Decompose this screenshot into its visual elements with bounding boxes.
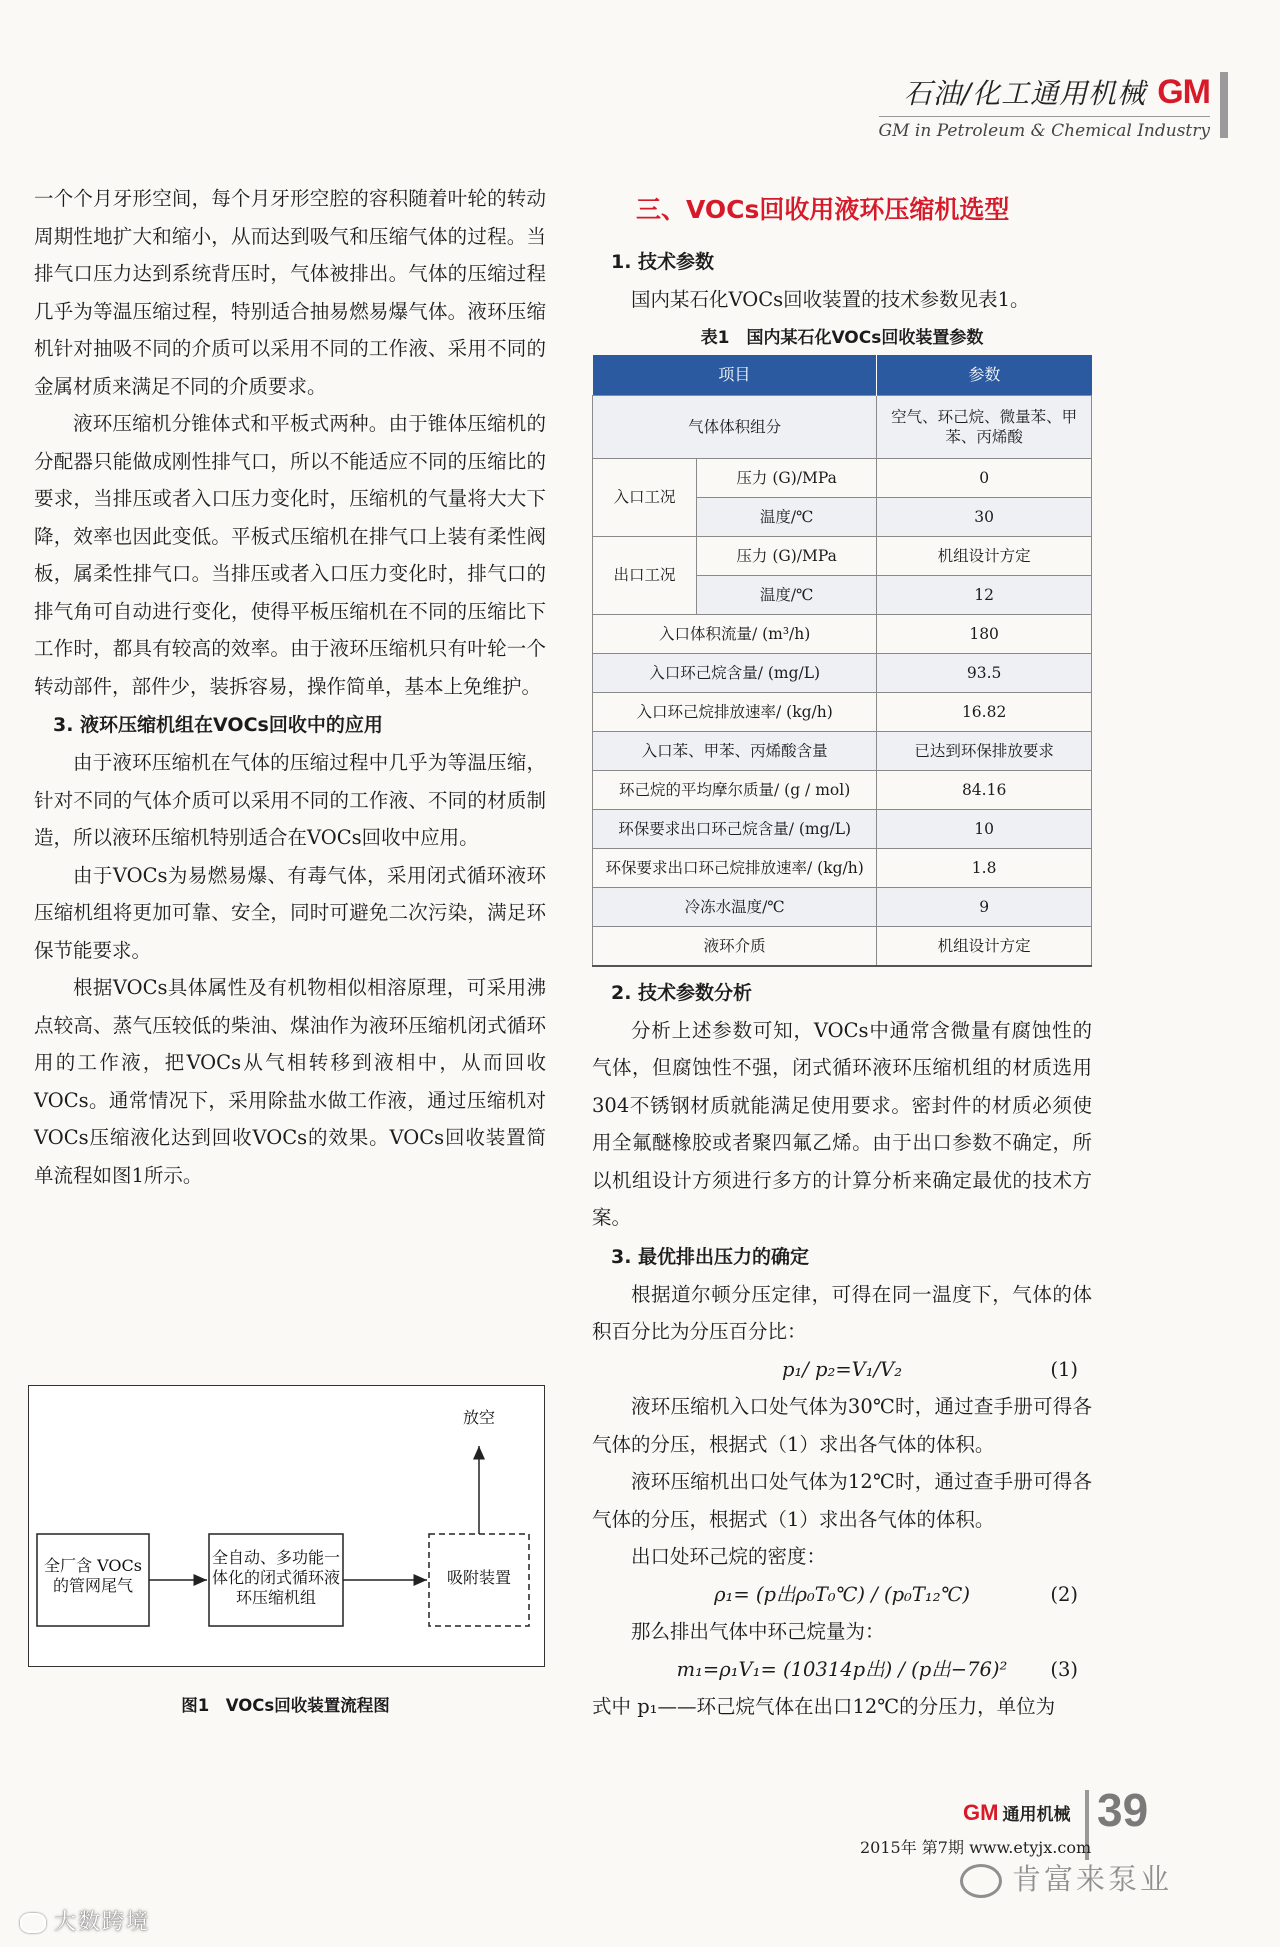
table-cell: 液环介质 — [593, 926, 877, 966]
table-caption: 表1 国内某石化VOCs回收装置参数 — [700, 327, 984, 348]
label-compressor: 全自动、多功能一体化的闭式循环液环压缩机组 — [211, 1548, 340, 1607]
table-row — [593, 809, 1092, 848]
table-cell: 12 — [877, 575, 1092, 614]
paragraph: 出口处环己烷的密度： — [631, 1545, 827, 1568]
table-cell: 温度/℃ — [697, 497, 877, 536]
table-cell: 机组设计方定 — [877, 926, 1092, 966]
journal-subtitle: GM in Petroleum & Chemical Industry — [879, 116, 1210, 141]
watermark-right — [960, 1857, 1172, 1898]
journal-header — [879, 72, 1210, 141]
table-header-row — [593, 355, 1092, 396]
table-cell: 空气、环己烷、微量苯、甲苯、丙烯酸 — [877, 395, 1092, 458]
table-row — [593, 926, 1092, 966]
table-cell: 压力 (G)/MPa — [697, 536, 877, 575]
table-cell: 9 — [877, 887, 1092, 926]
subsection-heading: 3. 液环压缩机组在VOCs回收中的应用 — [53, 714, 383, 736]
equation-1 — [592, 1351, 1092, 1389]
flow-diagram-lines — [29, 1386, 544, 1666]
table-row — [593, 692, 1092, 731]
bubble-icon — [20, 1913, 46, 1933]
right-column — [592, 190, 1092, 1726]
issue-info: 2015年 第7期 www.etyjx.com — [860, 1838, 1092, 1857]
table-cell: 84.16 — [877, 770, 1092, 809]
table-group-cell: 出口工况 — [593, 536, 697, 614]
figure-caption: 图1 VOCs回收装置流程图 — [181, 1696, 390, 1715]
table-cell: 30 — [877, 497, 1092, 536]
paragraph: 一个个月牙形空间，每个月牙形空腔的容积随着叶轮的转动周期性地扩大和缩小，从而达到吸气和压缩气体的过程。当排气口压力达到系统背压时，气体被排出。气体的压缩过程几乎为等温压缩过程，特别适合抽易燃易爆气体。液环压缩机针对抽吸不同的介质可以采用不同的工作液、采用不同的金属材质来满足不同的介质要求。 — [34, 187, 546, 398]
table-cell: 93.5 — [877, 653, 1092, 692]
table-row — [593, 395, 1092, 458]
table-row — [593, 887, 1092, 926]
paragraph: 由于VOCs为易燃易爆、有毒气体，采用闭式循环液环压缩机组将更加可靠、安全，同时可避免二次污染，满足环保节能要求。 — [34, 863, 546, 962]
table-header-value: 参数 — [877, 355, 1092, 396]
table-cell: 气体体积组分 — [593, 395, 877, 458]
label-adsorption: 吸附装置 — [446, 1568, 511, 1587]
watermark-text: 大数跨境 — [54, 1910, 151, 1935]
equation-number: (1) — [1050, 1357, 1078, 1381]
chat-icon — [960, 1864, 1002, 1898]
equation-number: (2) — [1050, 1582, 1078, 1606]
table-cell: 入口苯、甲苯、丙烯酸含量 — [593, 731, 877, 770]
journal-title: 石油/化工通用机械 — [903, 77, 1147, 110]
table-cell: 已达到环保排放要求 — [877, 731, 1092, 770]
paragraph: 液环压缩机出口处气体为12℃时，通过查手册可得各气体的分压，根据式（1）求出各气体的体积。 — [592, 1470, 1092, 1531]
flow-diagram — [28, 1385, 545, 1667]
label-vent: 放空 — [462, 1408, 495, 1427]
table-row — [593, 848, 1092, 887]
watermark-text: 肯富来泵业 — [1012, 1862, 1173, 1896]
table-cell: 机组设计方定 — [877, 536, 1092, 575]
table-cell: 环保要求出口环己烷含量/ (mg/L) — [593, 809, 877, 848]
footer-brand-text: 通用机械 — [1002, 1805, 1071, 1824]
table-row — [593, 731, 1092, 770]
table-header-item: 项目 — [593, 355, 877, 396]
table-row — [593, 653, 1092, 692]
table-cell: 入口环己烷排放速率/ (kg/h) — [593, 692, 877, 731]
paragraph: 由于液环压缩机在气体的压缩过程中几乎为等温压缩，针对不同的气体介质可以采用不同的工作液、不同的材质制造，所以液环压缩机特别适合在VOCs回收中应用。 — [34, 751, 546, 849]
paragraph: 液环压缩机分锥体式和平板式两种。由于锥体压缩机的分配器只能做成刚性排气口，所以不能适应不同的压缩比的要求，当排压或者入口压力变化时，压缩机的气量将大大下降，效率也因此变低。平板式压缩机在排气口上装有柔性阀板，属柔性排气口。当排压或者入口压力变化时，排气口的排气角可自动进行变化，使得平板压缩机在不同的压缩比下工作时，都具有较高的效率。由于液环压缩机只有叶轮一个转动部件，部件少，装拆容易，操作简单，基本上免维护。 — [34, 412, 546, 698]
table-row — [593, 536, 1092, 575]
paragraph: 那么排出气体中环己烷量为： — [631, 1620, 885, 1643]
table-cell: 冷冻水温度/℃ — [593, 887, 877, 926]
equation-text: m₁=ρ₁V₁= (10314p出) / (p出−76)² — [676, 1657, 1008, 1681]
table-group-cell: 入口工况 — [593, 458, 697, 536]
table-cell: 入口环己烷含量/ (mg/L) — [593, 653, 877, 692]
subsection-heading: 3. 最优排出压力的确定 — [611, 1245, 810, 1268]
table-row — [593, 770, 1092, 809]
table-row — [593, 614, 1092, 653]
table-cell: 1.8 — [877, 848, 1092, 887]
equation-text: ρ₁= (p出ρ₀T₀℃) / (p₀T₁₂℃) — [714, 1582, 970, 1606]
equation-number: (3) — [1050, 1657, 1078, 1681]
paragraph: 国内某石化VOCs回收装置的技术参数见表1。 — [631, 288, 1030, 311]
header-accent-bar — [1220, 72, 1228, 138]
equation-3 — [592, 1651, 1092, 1689]
subsection-heading: 2. 技术参数分析 — [611, 981, 753, 1004]
paragraph: 液环压缩机入口处气体为30℃时，通过查手册可得各气体的分压，根据式（1）求出各气体的体积。 — [592, 1395, 1092, 1456]
table-cell: 温度/℃ — [697, 575, 877, 614]
paragraph: 根据道尔顿分压定律，可得在同一温度下，气体的体积百分比为分压百分比： — [592, 1282, 1092, 1343]
equation-2 — [592, 1576, 1092, 1614]
table-cell: 0 — [877, 458, 1092, 497]
paragraph: 根据VOCs具体属性及有机物相似相溶原理，可采用沸点较高、蒸气压较低的柴油、煤油作为液环压缩机闭式循环用的工作液，把VOCs从气相转移到液相中，从而回收VOCs。通常情况下，采用除盐水做工作液，通过压缩机对VOCs压缩液化达到回收VOCs的效果。VOCs回收装置简单流程如图1所示。 — [34, 976, 546, 1187]
table-cell: 180 — [877, 614, 1092, 653]
journal-logo: GM — [1157, 72, 1210, 111]
footer-logo: GM — [963, 1800, 999, 1825]
equation-text: p₁/ p₂=V₁/V₂ — [781, 1357, 903, 1381]
footer-brand — [963, 1800, 1070, 1826]
label-tail-gas: 全厂含 VOCs的管网尾气 — [44, 1556, 142, 1595]
table-cell: 10 — [877, 809, 1092, 848]
left-column — [34, 180, 546, 1194]
paragraph: 式中 p₁——环己烷气体在出口12℃的分压力，单位为 — [592, 1695, 1056, 1718]
page-number: 39 — [1097, 1784, 1149, 1836]
subsection-heading: 1. 技术参数 — [611, 251, 715, 273]
table-row — [593, 458, 1092, 497]
table-cell: 压力 (G)/MPa — [697, 458, 877, 497]
paragraph: 分析上述参数可知，VOCs中通常含微量有腐蚀性的气体，但腐蚀性不强，闭式循环液环压缩机组的材质选用304不锈钢材质就能满足使用要求。密封件的材质必须使用全氟醚橡胶或者聚四氟乙烯。由于出口参数不确定，所以机组设计方须进行多方的计算分析来确定最优的技术方案。 — [592, 1018, 1092, 1229]
table-cell: 环己烷的平均摩尔质量/ (g / mol) — [593, 770, 877, 809]
table-cell: 入口体积流量/ (m³/h) — [593, 614, 877, 653]
section-title: 三、VOCs回收用液环压缩机选型 — [636, 195, 1010, 224]
watermark-left — [20, 1905, 150, 1936]
table-cell: 环保要求出口环己烷排放速率/ (kg/h) — [593, 848, 877, 887]
table-cell: 16.82 — [877, 692, 1092, 731]
parameter-table — [592, 355, 1092, 967]
